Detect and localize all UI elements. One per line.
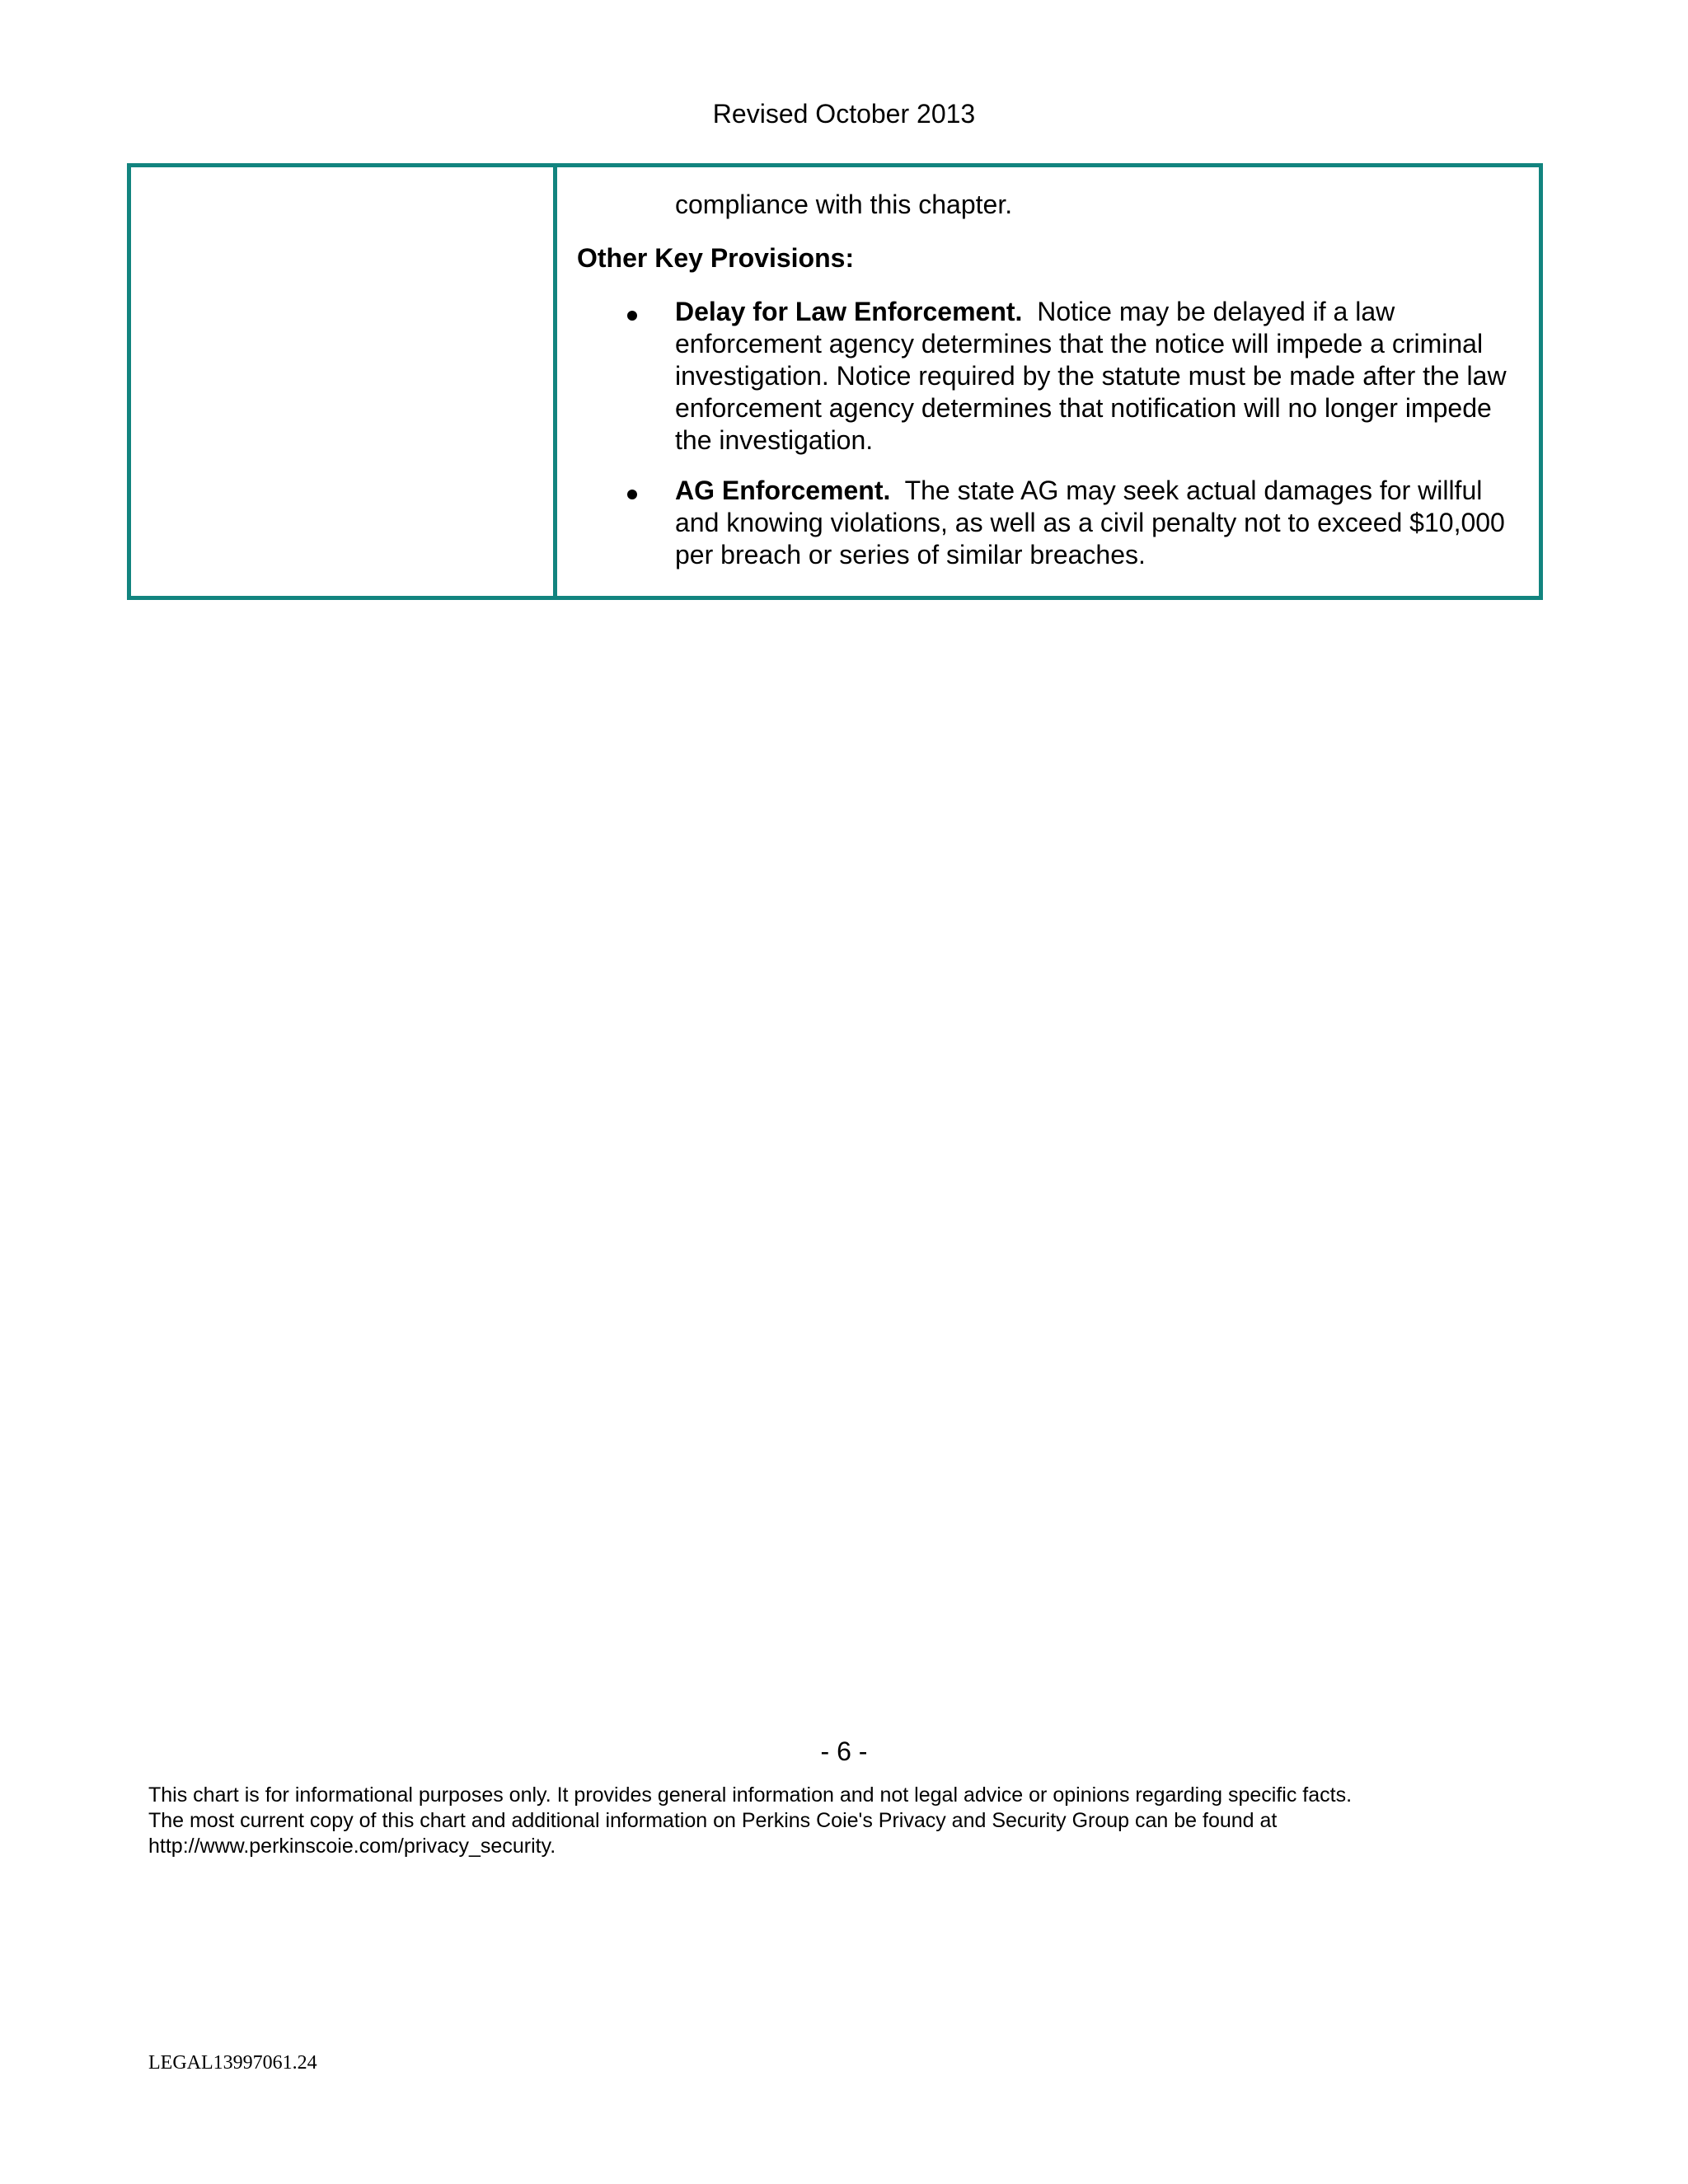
list-item [675,296,1532,457]
page-number: - 6 - [820,1736,868,1766]
document-id: LEGAL13997061.24 [148,2052,317,2074]
revised-date-header: Revised October 2013 [712,99,976,129]
bullet-lead: Delay for Law Enforcement. [675,297,1023,326]
disclaimer-line: This chart is for informational purposes only. It provides general information and not legal advice or opinions regarding specific facts. [148,1783,1353,1807]
bullet-icon [627,490,637,499]
bullet-lead: AG Enforcement. [675,476,891,505]
disclaimer-url: http://www.perkinscoie.com/privacy_security. [148,1835,556,1858]
bullet-body: Notice may be delayed if a law enforcement agency determines that the notice will impede a criminal investigation. Notice required by the statute must be made after the law enforcement agency determines that notification will no longer impede the investigation. [675,297,1507,455]
bullet-body: The state AG may seek actual damages for willful and knowing violations, as well as a civil penalty not to exceed $10,000 per breach or series of similar breaches. [675,476,1505,569]
continuation-text: compliance with this chapter. [675,190,1013,219]
list-item [675,475,1532,571]
provisions-table [127,163,1543,600]
bullet-icon [627,311,637,321]
disclaimer-line: The most current copy of this chart and additional information on Perkins Coie's Privacy and Security Group can be found at [148,1809,1278,1832]
section-heading: Other Key Provisions: [577,243,855,273]
disclaimer [148,1783,1648,1859]
table-right-cell [557,167,1539,596]
